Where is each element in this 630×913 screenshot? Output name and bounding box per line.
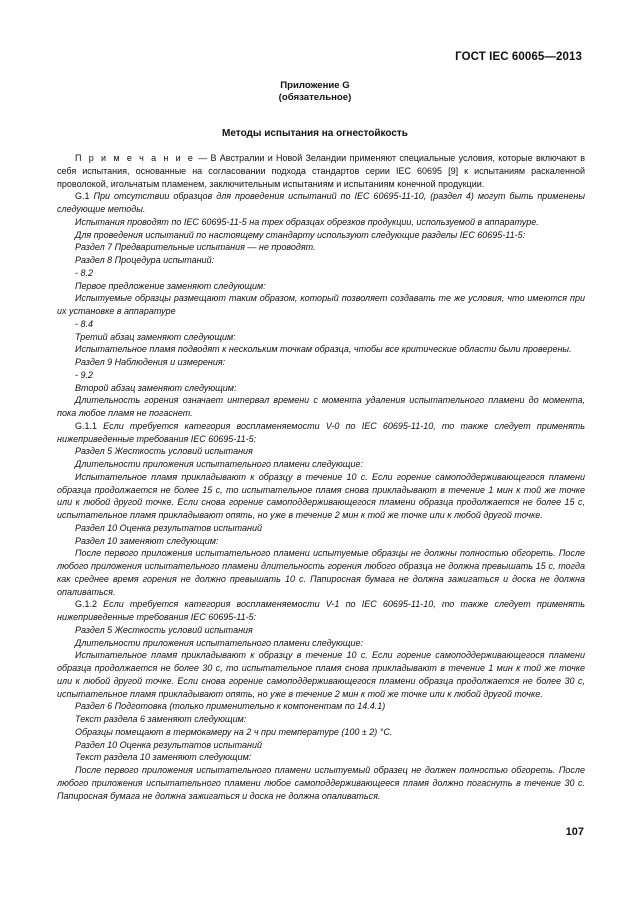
paragraph-text: - 8.4 bbox=[75, 318, 94, 329]
paragraph bbox=[57, 649, 585, 700]
paragraph-text: - 8.2 bbox=[75, 267, 94, 278]
paragraph bbox=[57, 254, 585, 267]
paragraph bbox=[57, 700, 585, 713]
page-number: 107 bbox=[565, 826, 584, 838]
paragraph bbox=[57, 420, 585, 446]
paragraph bbox=[57, 190, 585, 216]
paragraph-text: Раздел 5 Жесткость условий испытания bbox=[75, 446, 253, 457]
paragraph bbox=[57, 624, 585, 637]
document-code: ГОСТ IEC 60065—2013 bbox=[455, 51, 582, 63]
paragraph-text: Второй абзац заменяют следующим: bbox=[75, 382, 237, 393]
paragraph-text: При отсутствии образцов для проведения испытаний по IEC 60695-11-10, (раздел 4) могут быть применены следующие методы. bbox=[57, 191, 585, 214]
paragraph-text: Текст раздела 6 заменяют следующим: bbox=[75, 714, 247, 724]
paragraph-text: Образцы помещают в термокамеру на 2 ч при температуре (100 ± 2) °С. bbox=[75, 726, 393, 737]
paragraph-text: Текст раздела 10 заменяют следующим: bbox=[75, 752, 252, 763]
paragraph bbox=[57, 535, 585, 548]
paragraph bbox=[57, 229, 585, 242]
paragraph-text: Длительности приложения испытательного пламени следующие: bbox=[75, 459, 363, 469]
paragraph-text: Раздел 10 Оценка результатов испытаний bbox=[75, 522, 262, 533]
paragraph-text: Для проведения испытаний по настоящему стандарту используют следующие разделы IEC 60695-11-5: bbox=[75, 229, 526, 240]
paragraph-text: Испытательное пламя подводят к нескольким точкам образца, чтобы все критические области были проверены. bbox=[75, 344, 572, 355]
paragraph bbox=[57, 369, 585, 382]
paragraph bbox=[57, 382, 585, 395]
paragraph bbox=[57, 751, 585, 764]
paragraph-text: Третий абзац заменяют следующим: bbox=[75, 331, 236, 342]
paragraph bbox=[57, 726, 585, 739]
paragraph bbox=[57, 216, 585, 229]
paragraph bbox=[57, 598, 585, 624]
paragraph-list bbox=[57, 190, 585, 802]
paragraph-text: Раздел 7 Предварительные испытания — не проводят. bbox=[75, 242, 316, 253]
paragraph bbox=[57, 318, 585, 331]
paragraph-text: Раздел 6 Подготовка (только применительно к компонентам по 14.4.1) bbox=[75, 701, 386, 712]
paragraph-text: Раздел 5 Жесткость условий испытания bbox=[75, 624, 253, 635]
paragraph bbox=[57, 356, 585, 369]
paragraph bbox=[57, 292, 585, 318]
paragraph bbox=[57, 764, 585, 802]
paragraph bbox=[57, 637, 585, 650]
annex-status: (обязательное) bbox=[278, 92, 352, 103]
paragraph-text: - 9.2 bbox=[75, 369, 94, 380]
section-title: Методы испытания на огнестойкость bbox=[222, 128, 408, 139]
paragraph bbox=[57, 394, 585, 420]
paragraph-text: Длительности приложения испытательного пламени следующие: bbox=[75, 637, 363, 648]
paragraph-text: Раздел 10 Оценка результатов испытаний bbox=[75, 739, 262, 750]
paragraph-text: Раздел 9 Наблюдения и измерения: bbox=[75, 357, 226, 367]
note-text: — В Австралии и Новой Зеландии применяют специальные условия, которые включают в себя испытания, основанные на согласовании подхода стандартов серии IEC 60695 [9] к испытаниям раскаленной проволокой, игольчатым пламенем, заключительным испытаниям и испытаниям конечной продукции. bbox=[57, 153, 585, 189]
paragraph bbox=[57, 739, 585, 752]
paragraph bbox=[57, 547, 585, 598]
paragraph bbox=[57, 458, 585, 471]
note-label: П р и м е ч а н и е bbox=[75, 153, 195, 163]
paragraph bbox=[57, 343, 585, 356]
paragraph bbox=[57, 713, 585, 726]
paragraph-text: Первое предложение заменяют следующим: bbox=[75, 280, 266, 291]
paragraph bbox=[57, 267, 585, 280]
paragraph-text: Испытания проводят по IEC 60695-11-5 на трех образцах обрезков продукции, используемой в аппаратуре. bbox=[75, 216, 539, 227]
annex-title: Приложение G bbox=[280, 80, 350, 91]
paragraph-text: Испытуемые образцы размещают таким образом, который позволяет создавать те же условия, что имеются при их установке в аппаратуре bbox=[57, 293, 585, 316]
paragraph bbox=[57, 241, 585, 254]
paragraph bbox=[57, 331, 585, 344]
clause-number: G.1.2 bbox=[75, 599, 98, 610]
paragraph-text: После первого приложения испытательного пламени испытуемый образец не должен полностью обгореть. После любого приложения испытательного пламени любое самоподдерживающееся пламя должно погаснуть в течение 30 с. Папиросная бумага не должна зажигаться и доска не должна опаливаться. bbox=[57, 765, 585, 801]
paragraph bbox=[57, 445, 585, 458]
clause-number: G.1 bbox=[75, 191, 90, 202]
paragraph bbox=[57, 280, 585, 293]
paragraph-text: Испытательное пламя прикладывают к образцу в течение 10 с. Если горение самоподдерживающегося пламени образца продолжается не более 15 с, то испытательное пламя снова прикладывают в течение 1 мин к той же точке или к любой другой точке. Если снова горение самоподдерживающегося пламени образца продолжается не более 15 с, испытательное пламя прикладывают опять, но уже в течение 2 мин к той же точке или к любой другой точке. bbox=[57, 471, 585, 520]
paragraph-text: После первого приложения испытательного пламени испытуемые образцы не должны полностью обгореть. После любого приложения испытательного пламени длительность горения любого образца не должна превышать 15 с, тогда как среднее время горения не должно превышать 10 с. Папиросная бумага не должна зажигаться и доска не должна опаливаться. bbox=[57, 548, 585, 597]
paragraph bbox=[57, 471, 585, 522]
paragraph-text: Раздел 10 заменяют следующим: bbox=[75, 535, 219, 546]
paragraph-text: Длительность горения означает интервал времени с момента удаления испытательного пламени до момента, пока любое пламя не погаснет. bbox=[57, 395, 585, 418]
paragraph-text: Испытательное пламя прикладывают к образцу в течение 10 с. Если горение самоподдерживающегося пламени образца продолжается не более 30 с, то испытательное пламя снова прикладывают в течение 1 мин к той же точке или к любой другой точке. Если снова горение самоподдерживающегося пламени образца продолжается не более 30 с, испытательное пламя прикладывают опять, но уже в течение 2 мин к той же точке или к любой другой точке. bbox=[57, 650, 585, 699]
paragraph-text: Раздел 8 Процедура испытаний: bbox=[75, 255, 215, 265]
clause-number: G.1.1 bbox=[75, 420, 98, 431]
note-paragraph bbox=[57, 152, 585, 190]
paragraph-text: Если требуется категория воспламеняемости V-1 по IEC 60695-11-10, то также следует применять нижеприведенные требования IEC 60695-11-5: bbox=[57, 599, 585, 622]
document-body bbox=[57, 152, 585, 802]
paragraph-text: Если требуется категория воспламеняемости V-0 по IEC 60695-11-10, то также следует применять нижеприведенные требования IEC 60695-11-5: bbox=[57, 420, 585, 444]
annex-heading bbox=[0, 80, 630, 104]
paragraph bbox=[57, 522, 585, 535]
